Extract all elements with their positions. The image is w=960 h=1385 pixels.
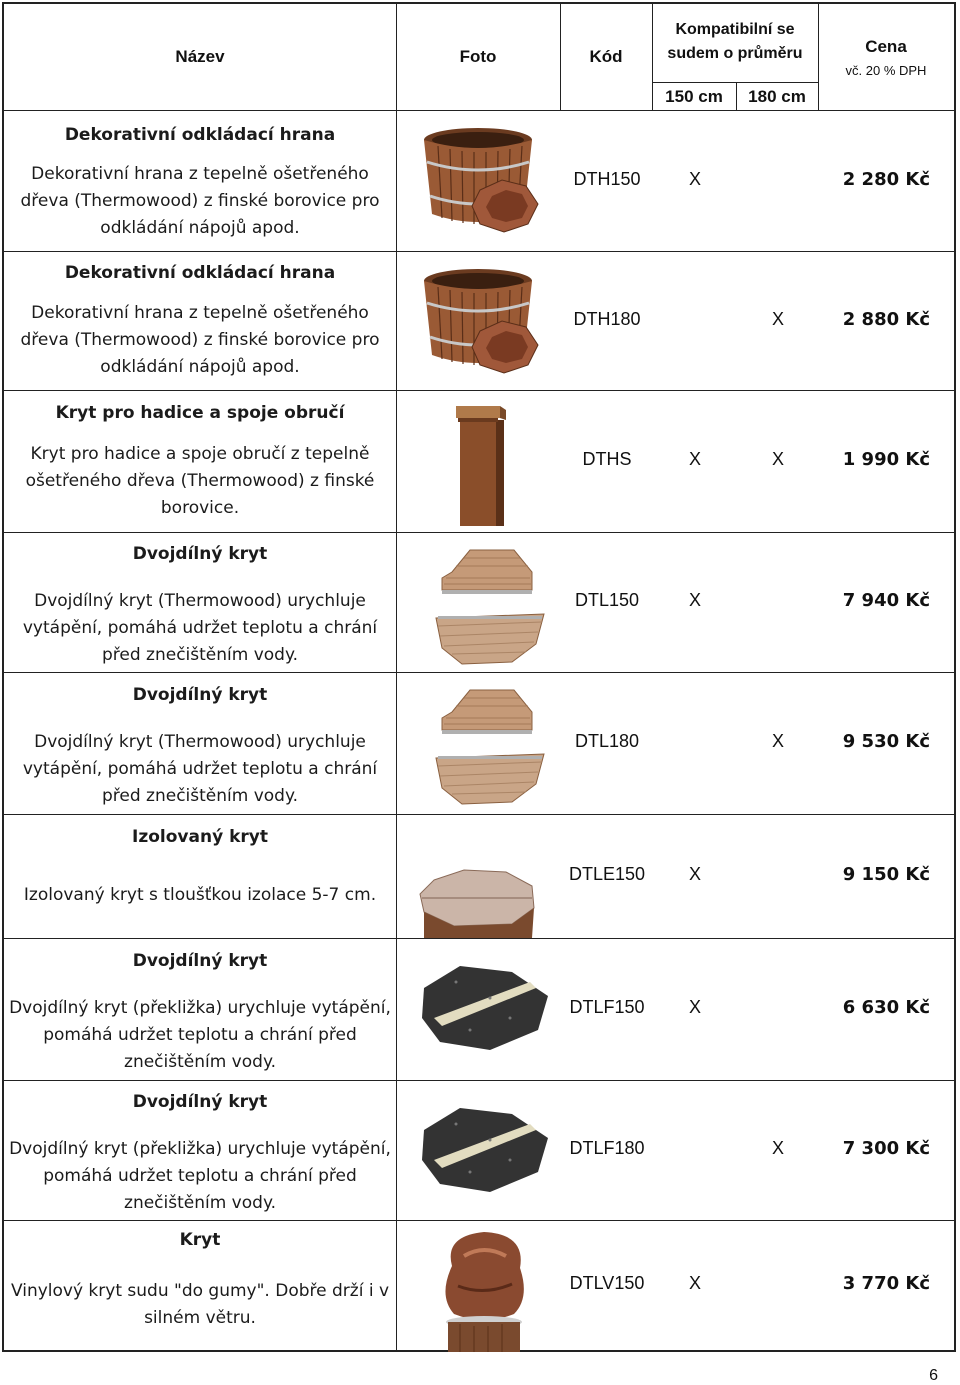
product-description: Dvojdílný kryt (Thermowood) urychluje vytápění, pomáhá udržet teplotu a chrání před znečištěním vody. [22, 591, 378, 665]
row-divider [4, 251, 954, 252]
header-price: Cena [865, 37, 907, 56]
product-title: Dekorativní odkládací hrana [64, 263, 336, 283]
compatible-150-mark: X [688, 997, 701, 1017]
header-code: Kód [589, 47, 623, 66]
row-divider [4, 110, 954, 111]
product-price: 9 530 Kč [842, 731, 930, 752]
product-code: DTH150 [573, 168, 641, 189]
header-price-vat-note: vč. 20 % DPH [845, 63, 927, 78]
product-title: Kryt pro hadice a spoje obručí [55, 403, 345, 423]
product-price: 7 940 Kč [842, 590, 930, 611]
product-title: Dvojdílný kryt [132, 544, 268, 564]
product-price: 2 280 Kč [842, 168, 930, 190]
product-title: Dvojdílný kryt [132, 951, 268, 971]
compatible-150-mark: X [688, 864, 701, 884]
row-divider [4, 1080, 954, 1081]
product-code: DTHS [582, 449, 632, 469]
row-divider [4, 390, 954, 391]
product-title: Dvojdílný kryt [132, 1092, 268, 1112]
product-code: DTLV150 [569, 1273, 645, 1293]
compatible-150-mark: X [688, 1273, 701, 1293]
compatible-180-mark: X [771, 731, 784, 751]
product-price: 3 770 Kč [842, 1273, 930, 1294]
tub-with-shelf-icon [418, 263, 548, 385]
compatible-150-mark: X [688, 590, 701, 610]
product-code: DTL150 [574, 590, 640, 610]
compatible-180-mark: X [771, 449, 784, 469]
product-price: 6 630 Kč [842, 997, 930, 1018]
wood-lid-icon [432, 544, 552, 674]
row-divider [4, 814, 954, 815]
product-description: Dvojdílný kryt (překližka) urychluje vytápění, pomáhá udržet teplotu a chrání před znečištěním vody. [9, 1139, 391, 1213]
product-code: DTL180 [574, 731, 640, 751]
wood-lid-icon [432, 684, 552, 814]
compatible-150-mark: X [688, 449, 701, 469]
header-diameter-180: 180 cm [748, 87, 806, 106]
compatible-180-mark: X [771, 1138, 784, 1158]
product-description: Dvojdílný kryt (překližka) urychluje vytápění, pomáhá udržet teplotu a chrání před znečištěním vody. [9, 998, 391, 1072]
header-name: Název [175, 47, 225, 66]
product-title: Dekorativní odkládací hrana [64, 125, 336, 145]
vinyl-cover-icon [434, 1226, 534, 1358]
product-price: 9 150 Kč [842, 864, 930, 885]
product-price: 2 880 Kč [842, 308, 930, 330]
product-description: Izolovaný kryt s tloušťkou izolace 5-7 cm. [23, 885, 377, 905]
product-code: DTLF180 [569, 1138, 645, 1158]
header-diameter-150: 150 cm [665, 87, 723, 106]
compatible-180-mark: X [771, 308, 784, 329]
row-divider [4, 1220, 954, 1221]
tub-with-shelf-icon [418, 122, 548, 244]
product-description: Dekorativní hrana z tepelně ošetřeného dřeva (Thermowood) z finské borovice pro odkládání nápojů apod. [20, 303, 380, 377]
product-price: 7 300 Kč [842, 1138, 930, 1159]
product-description: Dvojdílný kryt (Thermowood) urychluje vytápění, pomáhá udržet teplotu a chrání před znečištěním vody. [22, 732, 378, 806]
insulated-lid-icon [414, 868, 538, 944]
product-price: 1 990 Kč [842, 449, 930, 470]
product-title: Kryt [179, 1230, 221, 1250]
product-description: Dekorativní hrana z tepelně ošetřeného dřeva (Thermowood) z finské borovice pro odkládání nápojů apod. [20, 164, 380, 238]
hose-cover-icon [450, 402, 510, 534]
header-photo: Foto [459, 47, 497, 66]
product-code: DTH180 [573, 308, 641, 329]
product-title: Dvojdílný kryt [132, 685, 268, 705]
subheader-divider [652, 82, 818, 83]
plywood-lid-icon [420, 958, 550, 1062]
page-number: 6 [929, 1367, 938, 1384]
product-description: Vinylový kryt sudu "do gumy". Dobře drží i v silném větru. [10, 1281, 390, 1328]
product-code: DTLE150 [568, 864, 646, 884]
plywood-lid-icon [420, 1100, 550, 1204]
product-description: Kryt pro hadice a spoje obručí z tepelně ošetřeného dřeva (Thermowood) z finské borovice. [25, 444, 375, 518]
product-title: Izolovaný kryt [132, 827, 268, 847]
product-code: DTLF150 [569, 997, 645, 1017]
compatible-150-mark: X [688, 168, 701, 189]
column-divider [818, 4, 819, 110]
header-compatible: Kompatibilní se sudem o průměru [667, 21, 803, 62]
column-divider [396, 4, 397, 1350]
